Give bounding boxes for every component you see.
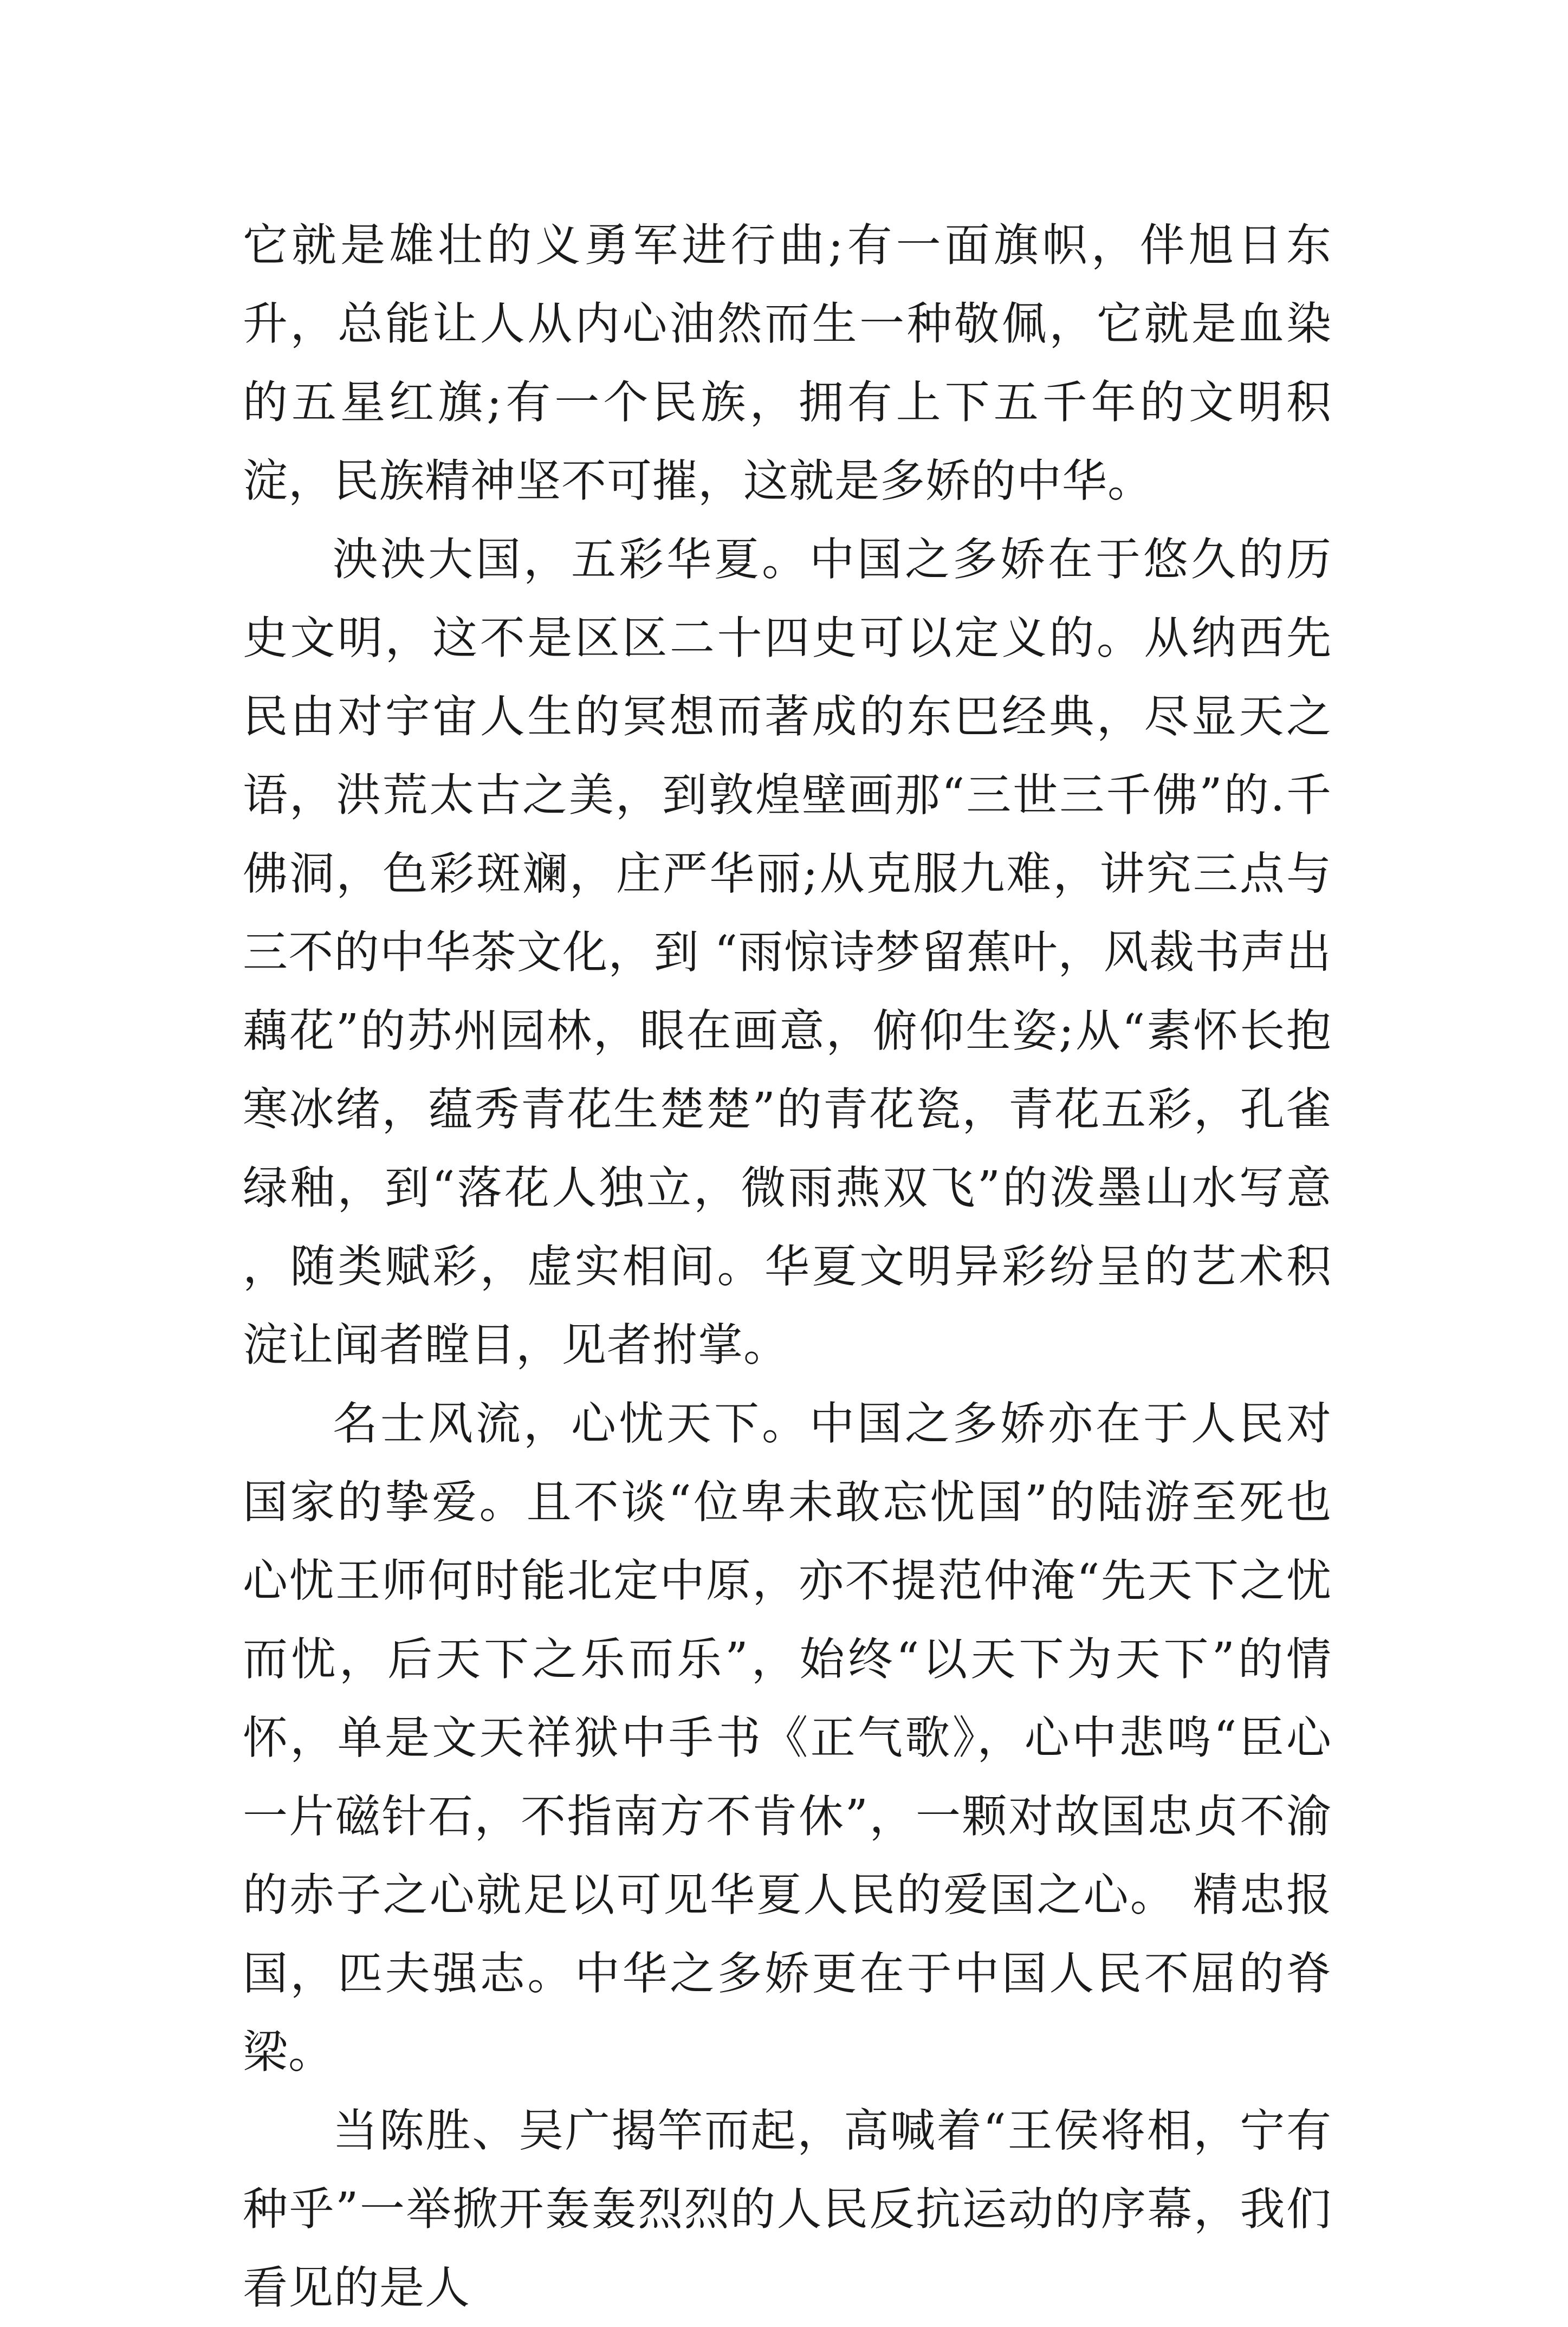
article-body (243, 206, 1332, 2327)
paragraph-4: 当陈胜、吴广揭竿而起，高喊着“王侯将相，宁有种乎”一举掀开轰轰烈烈的人民反抗运动的序幕，我们看见的是人 (243, 2104, 1332, 2314)
paragraph-2: 泱泱大国，五彩华夏。中国之多娇在于悠久的历史文明，这不是区区二十四史可以定义的。从纳西先民由对宇宙人生的冥想而著成的东巴经典，尽显天之语，洪荒太古之美，到敦煌壁画那“三世三千佛”的.千佛洞，色彩斑斓，庄严华丽;从克服九难，讲究三点与三不的中华茶文化，到 “雨惊诗梦留蕉叶，风裁书声出藕花”的苏州园林，眼在画意，俯仰生姿;从“素怀长抱寒冰绪，蕴秀青花生楚楚”的青花瓷，青花五彩，孔雀绿釉，到“落花人独立，微雨燕双飞”的泼墨山水写意 ，随类赋彩，虚实相间。华夏文明异彩纷呈的艺术积淀让闻者瞠目，见者拊掌。 (243, 533, 1332, 1371)
paragraph-1: 它就是雄壮的义勇军进行曲;有一面旗帜，伴旭日东升，总能让人从内心油然而生一种敬佩，它就是血染的五星红旗;有一个民族，拥有上下五千年的文明积淀，民族精神坚不可摧，这就是多娇的中华。 (243, 219, 1332, 507)
paragraph-3: 名士风流，心忧天下。中国之多娇亦在于人民对国家的挚爱。且不谈“位卑未敢忘忧国”的陆游至死也心忧王师何时能北定中原，亦不提范仲淹“先天下之忧而忧，后天下之乐而乐”，始终“以天下为天下”的情怀，单是文天祥狱中手书《正气歌》，心中悲鸣“臣心一片磁针石，不指南方不肯休”，一颗对故国忠贞不渝的赤子之心就足以可见华夏人民的爱国之心。 精忠报国，匹夫强志。中华之多娇更在于中国人民不屈的脊梁。 (243, 1397, 1332, 2078)
